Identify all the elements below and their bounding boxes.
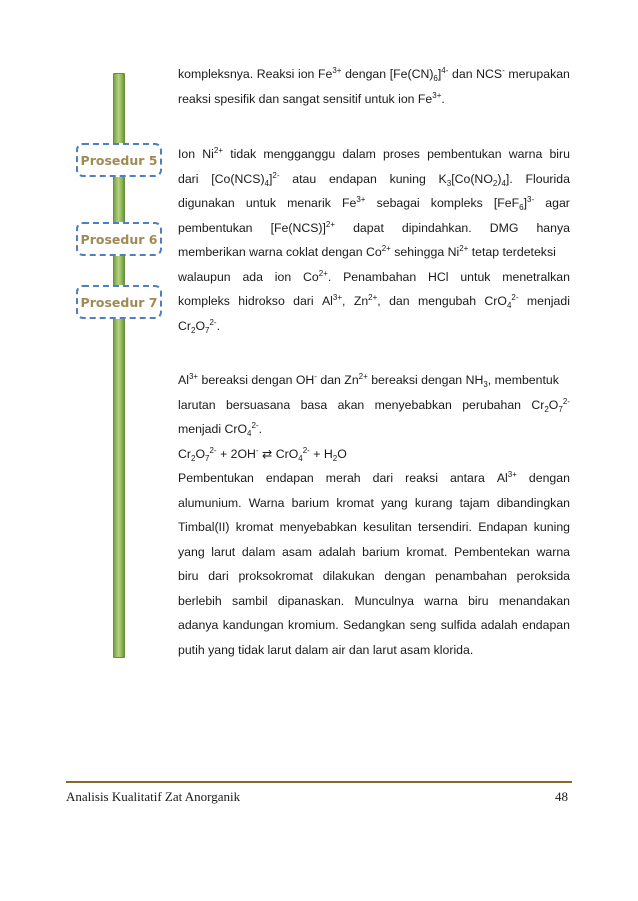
text-line: Pembentukan endapan merah dari reaksi antara $Al^{3+}$ dengan (178, 470, 570, 485)
text-line: memberikan warna coklat dengan $Co^{2+}$ sehingga $Ni^{2+}$ tetap terdeteksi (178, 244, 556, 259)
text-line: menjadi CrO$_4^{2-}$. (178, 421, 263, 438)
word: dengan (345, 67, 387, 81)
text-line: dari $[Co(NCS)_4]^{2-}$ atau endapan kuning $K_3[Co(NO_2)_4]$. Flourida (178, 170, 570, 188)
page-number: 48 (555, 789, 568, 804)
word: $[Fe(CN)_6]^{4-}$ (389, 66, 449, 83)
procedure-7-label: Prosedur 7 (76, 285, 162, 319)
word: ion (297, 67, 315, 81)
chemical-equation: $Cr_2O_7^{2-} + 2OH^-$ ⇄ $CrO_4^{2-} + H_2O$ (178, 445, 347, 463)
text-line: kompleks hidrokso dari $Al^{3+}$, $Zn^{2+}$, dan mengubah CrO$_4^{2-}$ menjadi (178, 293, 570, 310)
word: NCS- (476, 66, 505, 81)
text-line: berlebih sambil dipanaskan. Munculnya warna biru menandakan (178, 593, 570, 608)
text-line: $Cr_2O_7^{2-}$. (178, 317, 221, 335)
text-line: pembentukan $[Fe(NCS)]^{2+}$ dapat dipindahkan. DMG hanya (178, 219, 570, 235)
text-line: $Al^{3+}$ bereaksi dengan OH- dan $Zn^{2+}$ bereaksi dengan $NH_3$, membentuk (178, 372, 559, 389)
text-line (178, 62, 570, 87)
text-line: walaupun ada ion $Co^{2+}$. Penambahan HCl untuk menetralkan (178, 268, 570, 284)
footer-divider (66, 781, 572, 783)
paragraph-aluminium-chromium (178, 368, 570, 662)
text-line: larutan bersuasana basa akan menyebabkan perubahan $Cr_2O_7^{2-}$ (178, 396, 570, 414)
word: $Fe^{3+}$ (317, 66, 342, 81)
text-line: biru dari proksokromat dilakukan dengan penambahan peroksida (178, 569, 570, 583)
word: dan (452, 67, 473, 81)
text-line: adanya kandungan kromium. Sedangkan seng sulfida adalah endapan (178, 618, 570, 632)
text-line: yang larut dalam asam adalah barium kromat. Pembentekan warna (178, 544, 570, 559)
paragraph-nickel-test (178, 142, 570, 338)
text-line: digunakan untuk menarik $Fe^{3+}$ sebagai kompleks $[FeF_6]^{3-}$ agar (178, 195, 570, 212)
footer-title: Analisis Kualitatif Zat Anorganik (66, 789, 241, 804)
text-line: Timbal(II) kromat menyebabkan kesulitan tersendiri. Endapan kuning (178, 520, 570, 534)
paragraph-iron-reaction (178, 62, 570, 111)
word: Reaksi (256, 67, 295, 81)
procedure-5-label: Prosedur 5 (76, 143, 162, 177)
text-line: alumunium. Warna barium kromat yang kurang tajam dibandingkan (178, 495, 570, 510)
word: merupakan (508, 67, 570, 81)
text-line: Ion $Ni^{2+}$ tidak mengganggu dalam proses pembentukan warna biru (178, 146, 570, 161)
word: kompleksnya. (178, 67, 254, 81)
text-line: putih yang tidak larut dalam air dan larut asam klorida. (178, 642, 474, 657)
text-line: reaksi spesifik dan sangat sensitif untuk ion $Fe^{3+}$. (178, 90, 445, 106)
procedure-6-label: Prosedur 6 (76, 222, 162, 256)
